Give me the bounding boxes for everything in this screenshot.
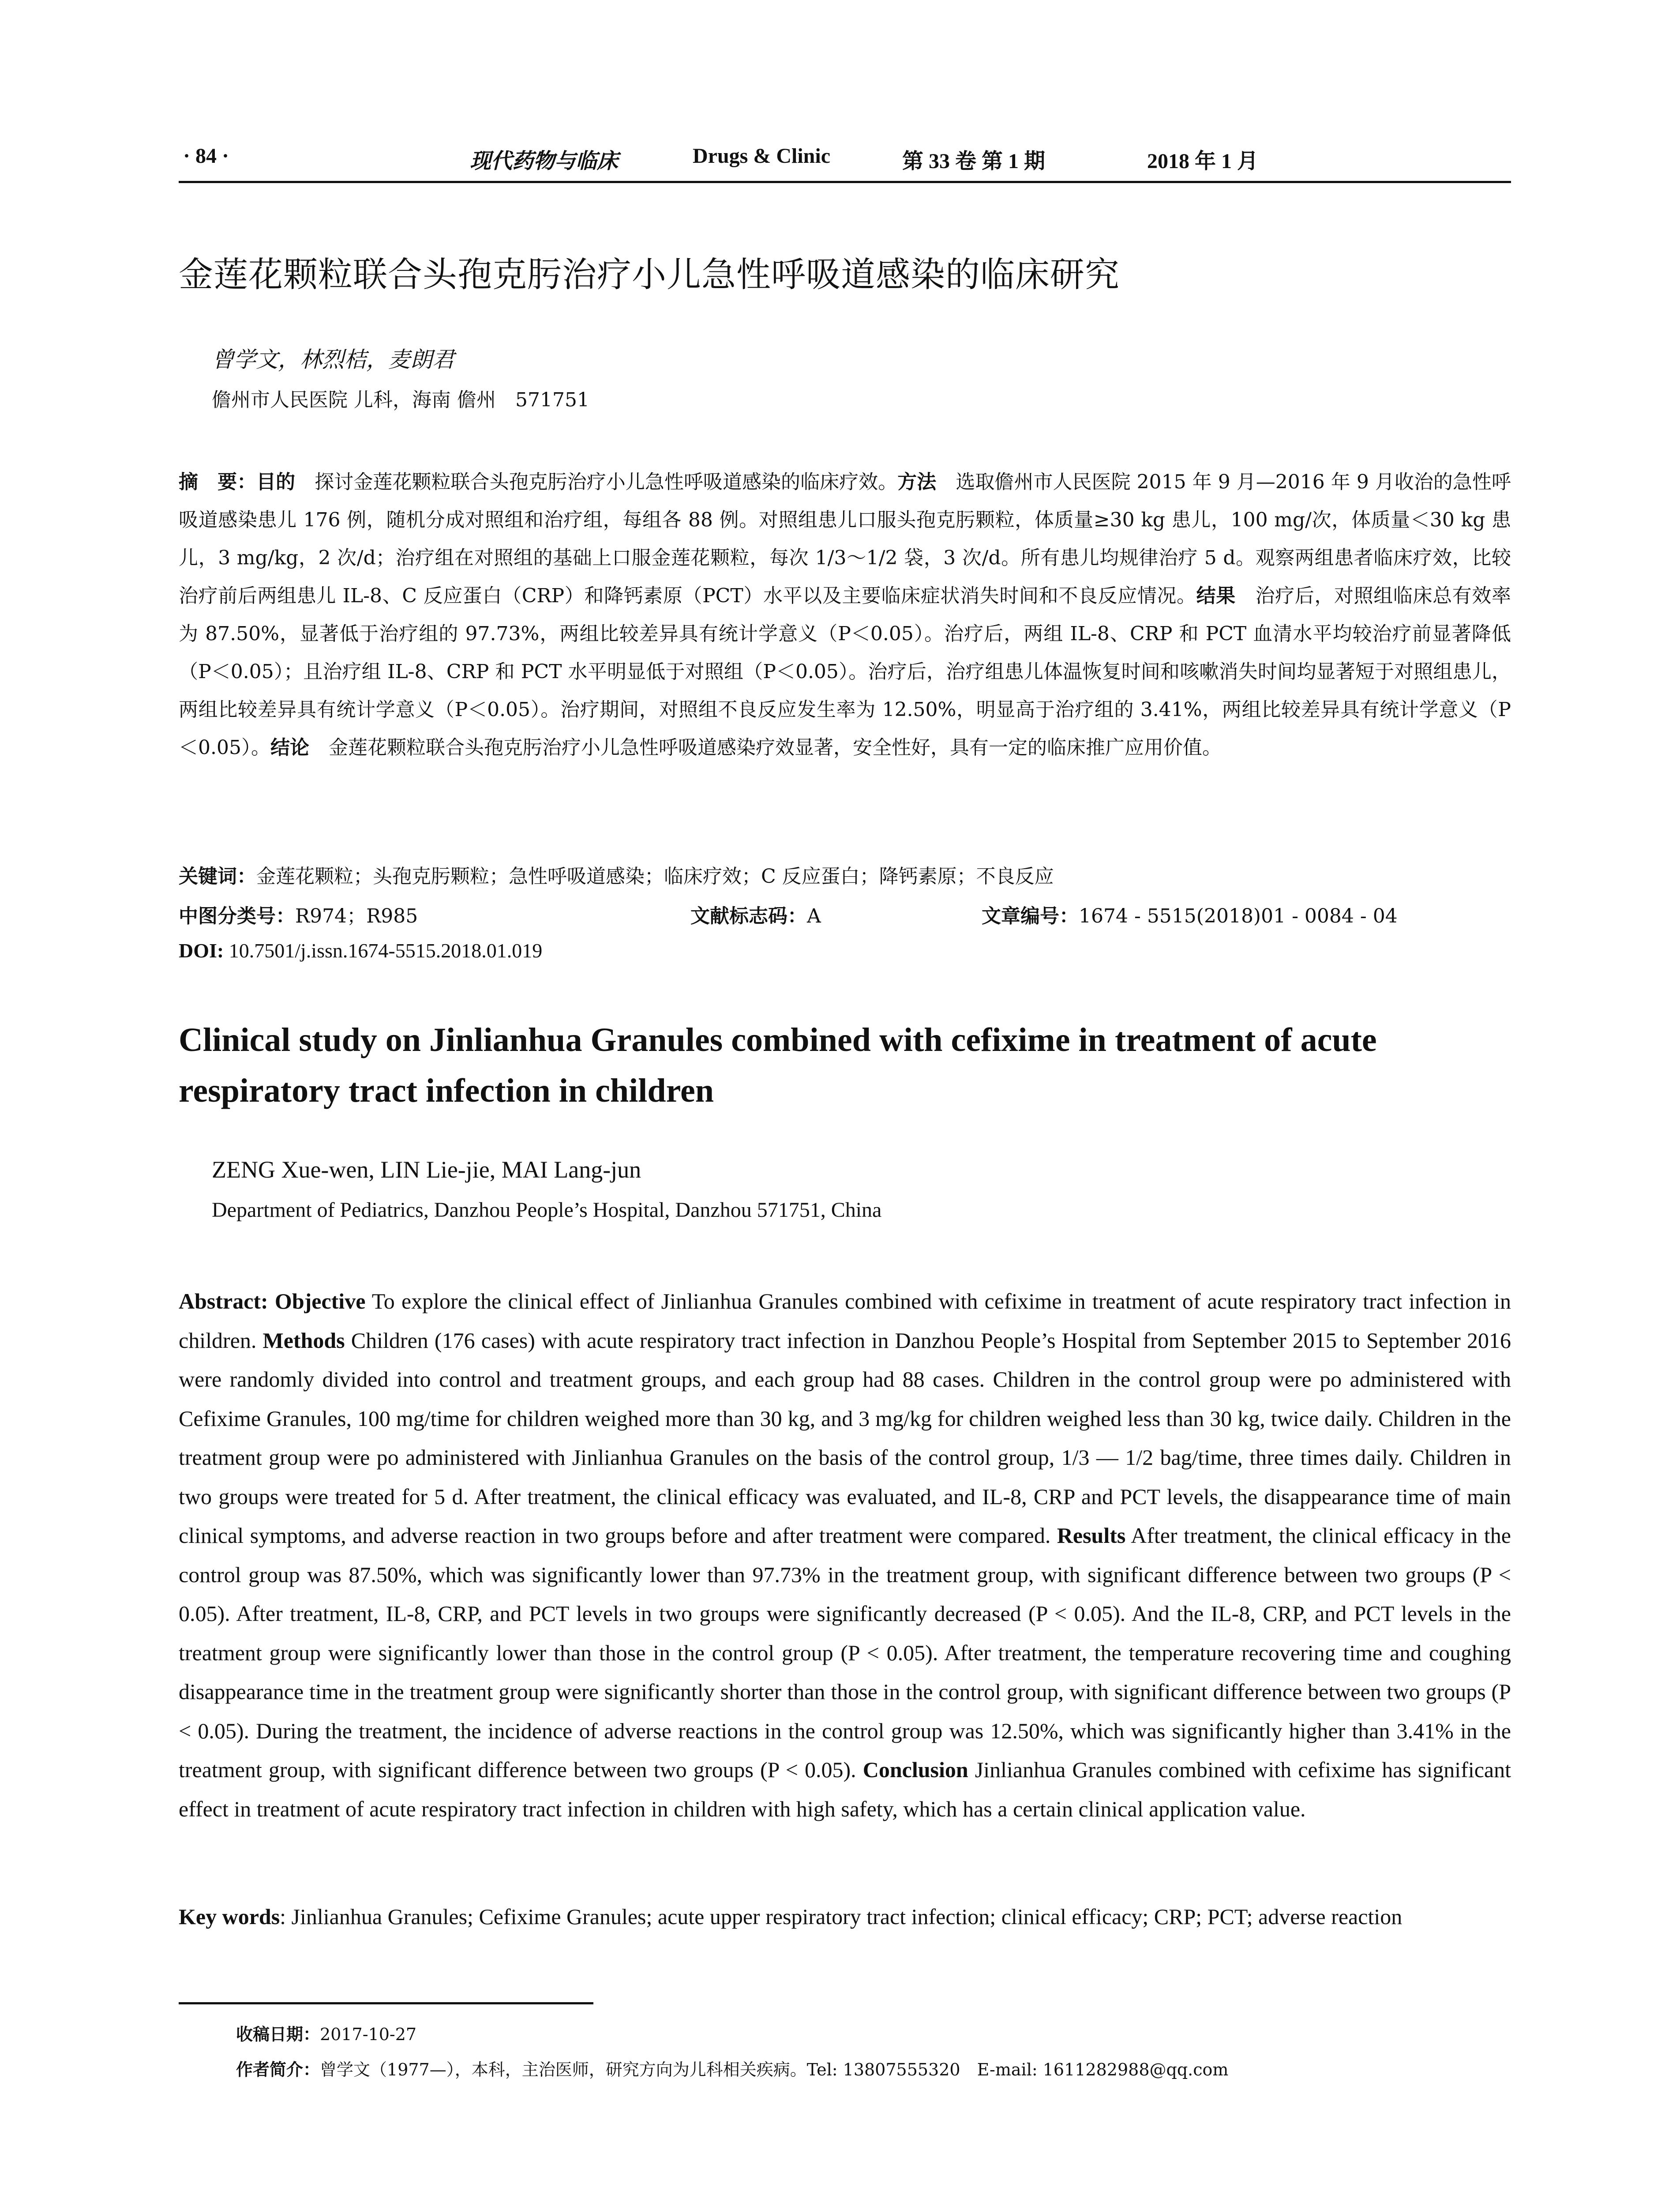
objective-text-en: To explore the clinical effect of Jinlianhua Granules combined with cefixime in treatment of acute respiratory tract infection in children. [179, 1289, 1511, 1353]
received-label: 收稿日期： [236, 2025, 320, 2044]
journal-name-cn: 现代药物与临床 [470, 150, 619, 173]
abstract-label-en: Abstract: Objective [179, 1289, 366, 1313]
authors-en: ZENG Xue-wen, LIN Lie-jie, MAI Lang-jun [212, 1156, 641, 1183]
affiliation-en: Department of Pediatrics, Danzhou People’s Hospital, Danzhou 571751, China [212, 1198, 882, 1222]
doi-label: DOI: [179, 939, 224, 962]
results-label-cn: 结果 [1196, 585, 1236, 607]
running-header [179, 140, 1511, 183]
conclusion-text-en: Jinlianhua Granules combined with cefixime has significant effect in treatment of acute respiratory tract infection in children with high safety, which has a certain clinical application value. [179, 1757, 1511, 1821]
conclusion-label-cn: 结论 [270, 736, 309, 759]
volume-issue: 第 33 卷 第 1 期 [902, 150, 1046, 173]
methods-text-cn: 选取儋州市人民医院 2015 年 9 月—2016 年 9 月收治的急性呼吸道感染患儿 176 例，随机分成对照组和治疗组，每组各 88 例。对照组患儿口服头孢克肟颗粒，体质量≥30 kg 患儿，100 mg/次，体质量＜30 kg 患儿，3 mg/kg，2 次/d；治疗组在对照组的基础上口服金莲花颗粒，每次 1/3～1/2 袋，3 次/d。所有患儿均规律治疗 5 d。观察两组患者临床疗效，比较治疗前后两组患儿 IL-8、C 反应蛋白（CRP）和降钙素原（PCT）水平以及主要临床症状消失时间和不良反应情况。 [179, 471, 1511, 607]
footnote-divider [179, 2002, 593, 2004]
article-no-label: 文章编号： [982, 905, 1079, 927]
page-number: · 84 · [183, 144, 229, 168]
affiliation-cn: 儋州市人民医院 儿科，海南 儋州 571751 [212, 389, 589, 411]
footnote-author [236, 2056, 1228, 2080]
conclusion-text-cn: 金莲花颗粒联合头孢克肟治疗小儿急性呼吸道感染疗效显著，安全性好，具有一定的临床推广应用价值。 [309, 736, 1222, 759]
doc-code-value: A [807, 905, 821, 927]
journal-name-en: Drugs & Clinic [693, 144, 830, 168]
doi-value: 10.7501/j.issn.1674-5515.2018.01.019 [224, 939, 543, 962]
keywords-text-cn: 金莲花颗粒；头孢克肟颗粒；急性呼吸道感染；临床疗效；C 反应蛋白；降钙素原；不良反应 [256, 865, 1054, 888]
title-cn: 金莲花颗粒联合头孢克肟治疗小儿急性呼吸道感染的临床研究 [179, 255, 1120, 295]
objective-label-cn: 目的 [256, 471, 296, 493]
authors-cn: 曾学文，林烈桔，麦朗君 [212, 347, 454, 372]
clc-label: 中图分类号： [179, 905, 295, 927]
keywords-label-cn: 关键词： [179, 865, 256, 888]
abstract-en [179, 1282, 1511, 1828]
abstract-label-cn: 摘 要： [179, 471, 257, 493]
methods-label-cn: 方法 [897, 471, 937, 493]
received-date: 2017-10-27 [320, 2025, 417, 2044]
results-label-en: Results [1057, 1523, 1126, 1548]
doi-row [179, 939, 542, 962]
objective-text-cn: 探讨金莲花颗粒联合头孢克肟治疗小儿急性呼吸道感染的临床疗效。 [295, 471, 898, 493]
keywords-cn [179, 860, 1054, 889]
doc-code-label: 文献标志码： [690, 905, 807, 927]
article-no-value: 1674 - 5515(2018)01 - 0084 - 04 [1079, 905, 1398, 927]
author-bio-label: 作者简介： [236, 2060, 320, 2079]
keywords-en [179, 1897, 1511, 1936]
title-en: Clinical study on Jinlianhua Granules combined with cefixime in treatment of acute respiratory tract infection in children [179, 1021, 1377, 1109]
issue-date: 2018 年 1 月 [1147, 150, 1259, 173]
methods-text-en: Children (176 cases) with acute respiratory tract infection in Danzhou People’s Hospital from September 2015 to September 2016 were randomly divided into control and treatment groups, and each group had 88 cases. Children in the control group were po administered with Cefixime Granules, 100 mg/time for children weighed more than 30 kg, and 3 mg/kg for children weighed less than 30 kg, twice daily. Children in the treatment group were po administered with Jinlianhua Granules on the basis of the control group, 1/3 — 1/2 bag/time, three times daily. Children in two groups were treated for 5 d. After treatment, the clinical efficacy was evaluated, and IL-8, CRP and PCT levels, the disappearance time of main clinical symptoms, and adverse reaction in two groups before and after treatment were compared. [179, 1328, 1511, 1548]
conclusion-label-en: Conclusion [862, 1757, 968, 1782]
methods-label-en: Methods [262, 1328, 345, 1353]
author-bio-text: 曾学文（1977—），本科，主治医师，研究方向为儿科相关疾病。Tel: 13807555320 E-mail: 1611282988@qq.com [320, 2060, 1229, 2079]
clc-value: R974；R985 [295, 905, 418, 927]
footnote-received [236, 2021, 416, 2045]
classification-row [179, 900, 1511, 928]
keywords-label-en: Key words [179, 1904, 280, 1929]
abstract-cn [179, 463, 1511, 767]
results-text-en: After treatment, the clinical efficacy in the control group was 87.50%, which was significantly lower than 97.73% in the treatment group, with significant difference between two groups (P < 0.05). After treatment, IL-8, CRP, and PCT levels in two groups were significantly decreased (P < 0.05). And the IL-8, CRP, and PCT levels in the treatment group were significantly lower than those in the control group (P < 0.05). After treatment, the temperature recovering time and coughing disappearance time in the treatment group were significantly shorter than those in the control group, with significant difference between two groups (P < 0.05). During the treatment, the incidence of adverse reactions in the control group was 12.50%, which was significantly higher than 3.41% in the treatment group, with significant difference between two groups (P < 0.05). [179, 1523, 1511, 1782]
keywords-text-en: : Jinlianhua Granules; Cefixime Granules; acute upper respiratory tract infection; clinical efficacy; CRP; PCT; adverse reaction [280, 1904, 1402, 1929]
results-text-cn: 治疗后，对照组临床总有效率为 87.50%，显著低于治疗组的 97.73%，两组比较差异具有统计学意义（P＜0.05）。治疗后，两组 IL-8、CRP 和 PCT 血清水平均较治疗前显著降低（P＜0.05）；且治疗组 IL-8、CRP 和 PCT 水平明显低于对照组（P＜0.05）。治疗后，治疗组患儿体温恢复时间和咳嗽消失时间均显著短于对照组患儿，两组比较差异具有统计学意义（P＜0.05）。治疗期间，对照组不良反应发生率为 12.50%，明显高于治疗组的 3.41%，两组比较差异具有统计学意义（P＜0.05）。 [179, 585, 1511, 759]
